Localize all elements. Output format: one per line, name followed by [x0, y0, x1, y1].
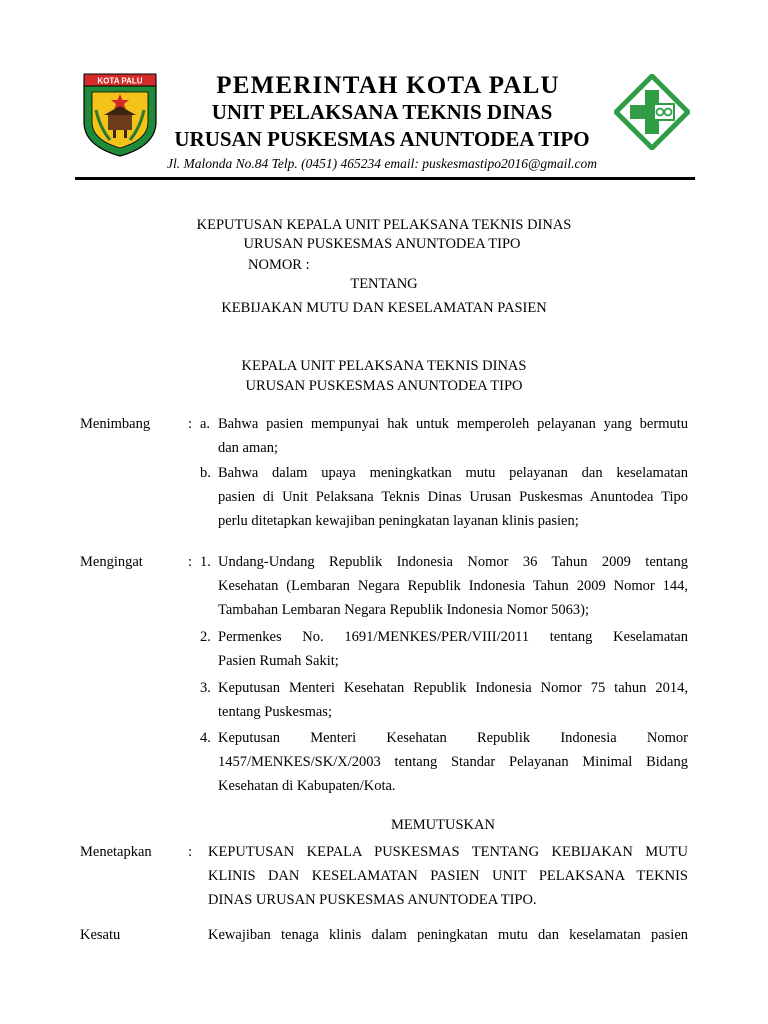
menimbang-item-b-line: Bahwa dalam upaya meningkatkan mutu pelayanan dan keselamatan — [218, 465, 688, 481]
decree-number: NOMOR : — [248, 257, 310, 273]
menimbang-item-a-marker: a. — [200, 416, 211, 432]
mengingat-item-2 — [218, 625, 688, 673]
logo-text: KOTA PALU — [97, 76, 143, 86]
mengingat-item-1-line: Kesehatan (Lembaran Negara Republik Indonesia Tahun 2009 Nomor 144, — [218, 578, 688, 594]
menetapkan-line: KEPUTUSAN KEPALA PUSKESMAS TENTANG KEBIJAKAN MUTU — [208, 844, 688, 860]
menimbang-item-b-line: perlu ditetapkan kewajiban peningkatan layanan klinis pasien; — [218, 513, 579, 529]
menimbang-item-a — [218, 412, 688, 460]
memutuskan-heading: MEMUTUSKAN — [391, 817, 495, 833]
mengingat-item-4-marker: 4. — [200, 730, 211, 746]
mengingat-item-1-line: Undang-Undang Republik Indonesia Nomor 36 Tahun 2009 tentang — [218, 554, 688, 570]
mengingat-label: Mengingat — [80, 554, 143, 570]
mengingat-item-3-line: tentang Puskesmas; — [218, 704, 332, 720]
mengingat-item-1 — [218, 550, 688, 622]
mengingat-item-4-line: Kesehatan di Kabupaten/Kota. — [218, 778, 396, 794]
mengingat-item-4 — [218, 726, 688, 798]
mengingat-item-2-line: Permenkes No. 1691/MENKES/PER/VIII/2011 tentang Keselamatan — [218, 629, 688, 645]
mengingat-item-4-line: 1457/MENKES/SK/X/2003 tentang Standar Pelayanan Minimal Bidang — [218, 754, 688, 770]
mengingat-item-2-line: Pasien Rumah Sakit; — [218, 653, 339, 669]
menimbang-item-a-line: dan aman; — [218, 440, 278, 456]
menetapkan-label: Menetapkan — [80, 844, 152, 860]
letterhead-title: PEMERINTAH KOTA PALU — [216, 72, 560, 99]
mengingat-item-3-line: Keputusan Menteri Kesehatan Republik Indonesia Nomor 75 tahun 2014, — [218, 680, 688, 696]
decree-title-line2: URUSAN PUSKESMAS ANUNTODEA TIPO — [243, 236, 521, 252]
mengingat-item-2-marker: 2. — [200, 629, 211, 645]
decree-tentang: TENTANG — [350, 276, 418, 292]
letterhead-address: Jl. Malonda No.84 Telp. (0451) 465234 email: puskesmastipo2016@gmail.com — [166, 156, 598, 171]
menetapkan-colon: : — [188, 844, 193, 860]
official-title-line2: URUSAN PUSKESMAS ANUNTODEA TIPO — [245, 378, 523, 394]
menimbang-item-b-marker: b. — [200, 465, 211, 481]
menimbang-label: Menimbang — [80, 416, 151, 432]
mengingat-colon: : — [188, 554, 193, 570]
mengingat-item-4-line: Keputusan Menteri Kesehatan Republik Indonesia Nomor — [218, 730, 688, 746]
menimbang-item-b — [218, 461, 688, 533]
menimbang-item-a-line: Bahwa pasien mempunyai hak untuk memperoleh pelayanan yang bermutu — [218, 416, 688, 432]
menetapkan-text — [208, 840, 688, 912]
mengingat-item-3 — [218, 676, 688, 724]
letterhead-subtitle-2: URUSAN PUSKESMAS ANUNTODEA TIPO — [174, 127, 590, 151]
kesatu-text — [208, 923, 688, 947]
letterhead-divider — [75, 177, 695, 180]
menetapkan-line: KLINIS DAN KESELAMATAN PASIEN UNIT PELAKSANA TEKNIS — [208, 868, 688, 884]
kesatu-line: Kewajiban tenaga klinis dalam peningkatan mutu dan keselamatan pasien — [208, 927, 688, 943]
mengingat-item-3-marker: 3. — [200, 680, 211, 696]
menimbang-item-b-line: pasien di Unit Pelaksana Teknis Dinas Urusan Puskesmas Anuntodea Tipo — [218, 489, 688, 505]
kesatu-label: Kesatu — [80, 927, 121, 943]
menimbang-colon: : — [188, 416, 193, 432]
menetapkan-line: DINAS URUSAN PUSKESMAS ANUNTODEA TIPO. — [208, 892, 537, 908]
mengingat-item-1-marker: 1. — [200, 554, 211, 570]
letterhead-subtitle: UNIT PELAKSANA TEKNIS DINAS — [211, 100, 553, 124]
decree-subject: KEBIJAKAN MUTU DAN KESELAMATAN PASIEN — [221, 300, 547, 316]
decree-title-line1: KEPUTUSAN KEPALA UNIT PELAKSANA TEKNIS DINAS — [196, 217, 572, 233]
mengingat-item-1-line: Tambahan Lembaran Negara Republik Indonesia Nomor 5063); — [218, 602, 590, 618]
official-title-line1: KEPALA UNIT PELAKSANA TEKNIS DINAS — [241, 358, 527, 374]
